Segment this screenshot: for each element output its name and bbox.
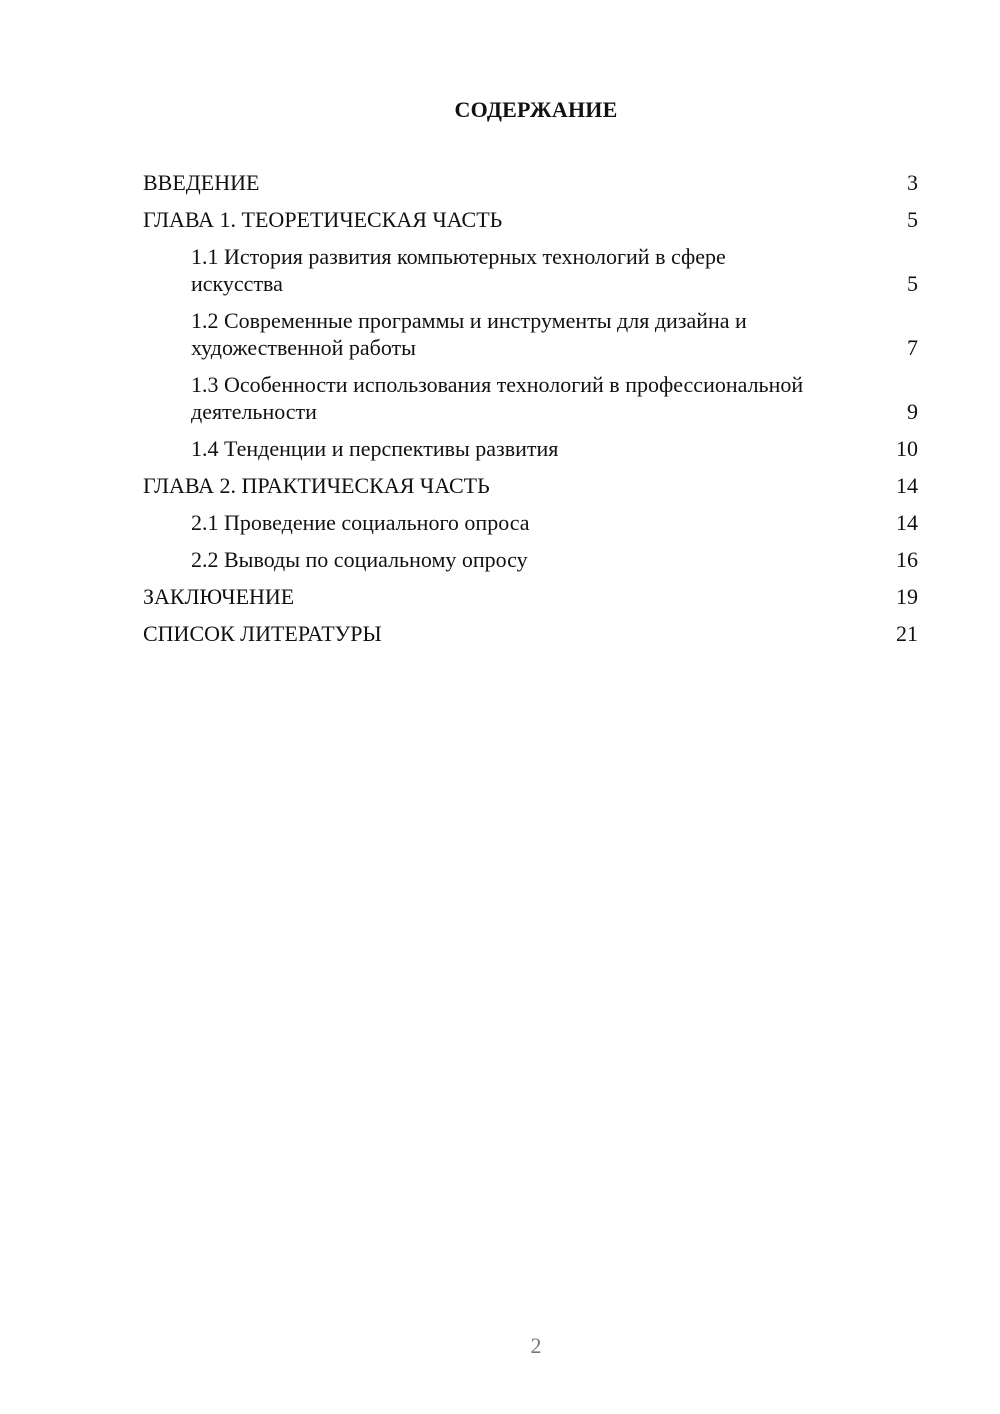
toc-entry-references[interactable] <box>143 620 918 647</box>
toc-entry-title: 1.3 Особенности использования технологий в профессиональной деятельности <box>191 372 804 424</box>
toc-entry-page: 14 <box>896 473 918 498</box>
toc-entry-page: 16 <box>896 547 918 572</box>
toc-entry-title: ГЛАВА 1. ТЕОРЕТИЧЕСКАЯ ЧАСТЬ <box>143 207 503 232</box>
toc-entry-page: 5 <box>907 271 918 296</box>
toc-entry-section-1-1[interactable] <box>143 243 918 297</box>
toc-entry-section-1-3[interactable] <box>143 371 918 425</box>
table-of-contents <box>143 169 918 657</box>
toc-entry-conclusion[interactable] <box>143 583 918 610</box>
toc-entry-title: 2.1 Проведение социального опроса <box>191 510 530 535</box>
toc-entry-title: ЗАКЛЮЧЕНИЕ <box>143 584 295 609</box>
toc-entry-section-1-4[interactable] <box>143 435 918 462</box>
toc-entry-title: 1.4 Тенденции и перспективы развития <box>191 436 559 461</box>
toc-entry-title: 1.2 Современные программы и инструменты для дизайна и художественной работы <box>191 308 747 360</box>
toc-entry-introduction[interactable] <box>143 169 918 196</box>
toc-entry-page: 7 <box>907 335 918 360</box>
toc-entry-chapter-1[interactable] <box>143 206 918 233</box>
toc-entry-section-2-2[interactable] <box>143 546 918 573</box>
toc-entry-chapter-2[interactable] <box>143 472 918 499</box>
toc-entry-page: 3 <box>907 170 918 195</box>
toc-entry-title: ВВЕДЕНИЕ <box>143 170 260 195</box>
toc-entry-page: 5 <box>907 207 918 232</box>
toc-entry-section-1-2[interactable] <box>143 307 918 361</box>
toc-entry-page: 14 <box>896 510 918 535</box>
page-title: СОДЕРЖАНИЕ <box>454 97 618 122</box>
toc-entry-title: СПИСОК ЛИТЕРАТУРЫ <box>143 621 382 646</box>
toc-entry-page: 9 <box>907 399 918 424</box>
toc-entry-title: ГЛАВА 2. ПРАКТИЧЕСКАЯ ЧАСТЬ <box>143 473 490 498</box>
toc-entry-page: 19 <box>896 584 918 609</box>
toc-entry-page: 21 <box>896 621 918 646</box>
toc-entry-title: 2.2 Выводы по социальному опросу <box>191 547 528 572</box>
toc-entry-section-2-1[interactable] <box>143 509 918 536</box>
toc-entry-title: 1.1 История развития компьютерных технологий в сфере искусства <box>191 244 726 296</box>
toc-entry-page: 10 <box>896 436 918 461</box>
page-number: 2 <box>530 1333 542 1358</box>
